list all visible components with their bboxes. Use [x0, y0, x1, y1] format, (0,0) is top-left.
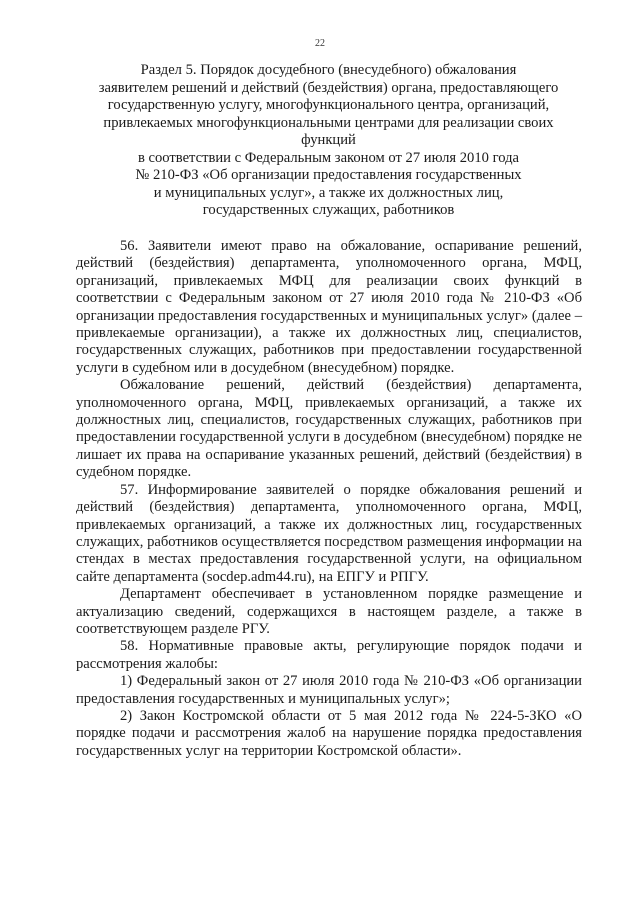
list-item-law-210: 1) Федеральный закон от 27 июля 2010 года № 210-ФЗ «Об организации предоставления государственных и муниципальных услуг»;	[76, 673, 582, 707]
paragraph-58: 58. Нормативные правовые акты, регулирующие порядок подачи и рассмотрения жалобы:	[76, 638, 582, 672]
heading-line: Раздел 5. Порядок досудебного (внесудебного) обжалования	[140, 62, 517, 78]
heading-line: № 210-ФЗ «Об организации предоставления государственных	[135, 167, 522, 183]
heading-line: государственных служащих, работников	[202, 202, 455, 218]
heading-line: функций	[301, 132, 356, 148]
paragraph-department: Департамент обеспечивает в установленном порядке размещение и актуализацию сведений, содержащихся в настоящем разделе, а также в соответствующем разделе РГУ.	[76, 586, 582, 637]
section-heading	[76, 62, 581, 220]
heading-line: и муниципальных услуг», а также их должностных лиц,	[153, 184, 504, 201]
document-body	[76, 238, 582, 760]
page-number: 22	[315, 38, 325, 49]
list-item-law-224: 2) Закон Костромской области от 5 мая 2012 года № 224-5-ЗКО «О порядке подачи и рассмотрения жалоб на нарушение порядка предоставления государственных услуг на территории Костромской области».	[76, 707, 582, 759]
heading-line: привлекаемых многофункциональными центрами для реализации своих	[103, 114, 554, 131]
heading-line: заявителем решений и действий (бездействия) органа, предоставляющего	[98, 79, 559, 96]
heading-line: государственную услугу, многофункционального центра, организаций,	[107, 97, 550, 113]
paragraph-appeal: Обжалование решений, действий (бездействия) департамента, уполномоченного органа, МФЦ, привлекаемых организаций, а также их должностных лиц, специалистов, государственных служащих, работников при предоставлении государственной услуги в досудебном (внесудебном) порядке не лишает их права на оспаривание указанных решений, действий (бездействия) в судебном порядке.	[76, 377, 582, 481]
heading-line: в соответствии с Федеральным законом от 27 июля 2010 года	[137, 149, 520, 166]
paragraph-57: 57. Информирование заявителей о порядке обжалования решений и действий (бездействия) департамента, уполномоченного органа, МФЦ, привлекаемых организаций, а также их должностных лиц, государственных служащих, работников осуществляется посредством размещения информации на стендах в местах предоставления государственной услуги, на официальном сайте департамента (socdep.adm44.ru), на ЕПГУ и РПГУ.	[76, 481, 582, 585]
paragraph-56: 56. Заявители имеют право на обжалование, оспаривание решений, действий (бездействия) департамента, уполномоченного органа, МФЦ, организаций, привлекаемых МФЦ для реализации своих функций в соответствии с Федеральным законом от 27 июля 2010 года № 210-ФЗ «Об организации предоставления государственных и муниципальных услуг» (далее – привлекаемые организации), а также их должностных лиц, специалистов, государственных служащих, работников при предоставлении государственной услуги в судебном или в досудебном (внесудебном) порядке.	[76, 238, 582, 376]
